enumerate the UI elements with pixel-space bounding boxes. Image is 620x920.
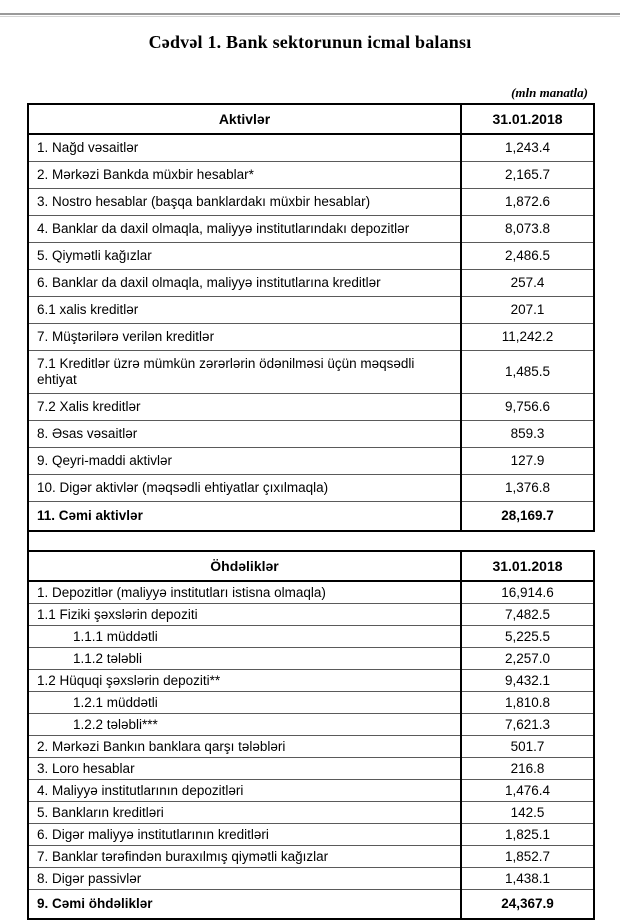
row-label: 7.2 Xalis kreditlər: [28, 394, 461, 421]
liabilities-table-header-row: [28, 551, 594, 581]
row-value: 2,257.0: [461, 648, 594, 670]
table-row: [28, 648, 594, 670]
table-row: [28, 162, 594, 189]
row-value: 28,169.7: [461, 502, 594, 532]
row-label: 6.1 xalis kreditlər: [28, 297, 461, 324]
row-value: 7,621.3: [461, 714, 594, 736]
row-value: 24,367.9: [461, 890, 594, 920]
row-label: 1.1.1 müddətli: [28, 626, 461, 648]
row-value: 1,438.1: [461, 868, 594, 890]
row-value: 7,482.5: [461, 604, 594, 626]
row-label: 8. Əsas vəsaitlər: [28, 421, 461, 448]
row-value: 207.1: [461, 297, 594, 324]
table-row: [28, 890, 594, 920]
table-row: [28, 780, 594, 802]
liabilities-table: [27, 550, 595, 920]
row-label: 5. Bankların kreditləri: [28, 802, 461, 824]
assets-table: [27, 103, 595, 532]
row-label: 2. Mərkəzi Bankda müxbir hesablar*: [28, 162, 461, 189]
row-value: 501.7: [461, 736, 594, 758]
row-value: 2,486.5: [461, 243, 594, 270]
table-row: [28, 297, 594, 324]
table-row: [28, 714, 594, 736]
row-value: 1,825.1: [461, 824, 594, 846]
row-label: 9. Qeyri-maddi aktivlər: [28, 448, 461, 475]
table-row: [28, 868, 594, 890]
row-value: 127.9: [461, 448, 594, 475]
row-label: 7. Müştərilərə verilən kreditlər: [28, 324, 461, 351]
row-value: 1,376.8: [461, 475, 594, 502]
table-row: [28, 324, 594, 351]
top-horizontal-rule: [0, 13, 620, 17]
table-row: [28, 736, 594, 758]
row-label: 1.2 Hüquqi şəxslərin depoziti**: [28, 670, 461, 692]
table-row: [28, 626, 594, 648]
row-label: 4. Banklar da daxil olmaqla, maliyyə institutlarındakı depozitlər: [28, 216, 461, 243]
row-label: 9. Cəmi öhdəliklər: [28, 890, 461, 920]
row-value: 859.3: [461, 421, 594, 448]
liabilities-table-date-header: 31.01.2018: [461, 551, 594, 581]
row-label: 8. Digər passivlər: [28, 868, 461, 890]
table-gap-divider: [27, 532, 29, 550]
row-label: 7.1 Kreditlər üzrə mümkün zərərlərin ödənilməsi üçün məqsədli ehtiyat: [28, 351, 461, 394]
row-value: 257.4: [461, 270, 594, 297]
row-label: 1.2.2 tələbli***: [28, 714, 461, 736]
row-label: 1.1 Fiziki şəxslərin depoziti: [28, 604, 461, 626]
table-row: [28, 394, 594, 421]
row-label: 1. Nağd vəsaitlər: [28, 134, 461, 162]
table-row: [28, 448, 594, 475]
row-label: 2. Mərkəzi Bankın banklara qarşı tələbləri: [28, 736, 461, 758]
table-row: [28, 758, 594, 780]
table-row: [28, 134, 594, 162]
table-row: [28, 802, 594, 824]
row-value: 1,872.6: [461, 189, 594, 216]
row-value: 1,476.4: [461, 780, 594, 802]
table-row: [28, 670, 594, 692]
table-row: [28, 216, 594, 243]
table-row: [28, 270, 594, 297]
row-label: 1. Depozitlər (maliyyə institutları istisna olmaqla): [28, 581, 461, 604]
table-row: [28, 351, 594, 394]
liabilities-table-title: Öhdəliklər: [28, 551, 461, 581]
table-row: [28, 846, 594, 868]
table-row: [28, 421, 594, 448]
row-label: 6. Banklar da daxil olmaqla, maliyyə institutlarına kreditlər: [28, 270, 461, 297]
row-value: 8,073.8: [461, 216, 594, 243]
row-value: 11,242.2: [461, 324, 594, 351]
row-label: 6. Digər maliyyə institutlarının kreditləri: [28, 824, 461, 846]
page-title: Cədvəl 1. Bank sektorunun icmal balansı: [148, 32, 472, 52]
row-value: 1,852.7: [461, 846, 594, 868]
row-value: 2,165.7: [461, 162, 594, 189]
row-label: 7. Banklar tərəfindən buraxılmış qiymətli kağızlar: [28, 846, 461, 868]
row-label: 1.2.1 müddətli: [28, 692, 461, 714]
row-value: 9,756.6: [461, 394, 594, 421]
unit-note: (mln manatla): [511, 85, 588, 100]
row-value: 16,914.6: [461, 581, 594, 604]
row-value: 1,810.8: [461, 692, 594, 714]
table-row: [28, 243, 594, 270]
row-value: 1,485.5: [461, 351, 594, 394]
table-row: [28, 581, 594, 604]
row-label: 4. Maliyyə institutlarının depozitləri: [28, 780, 461, 802]
row-value: 216.8: [461, 758, 594, 780]
assets-table-title: Aktivlər: [28, 104, 461, 134]
table-row: [28, 604, 594, 626]
row-value: 9,432.1: [461, 670, 594, 692]
row-label: 5. Qiymətli kağızlar: [28, 243, 461, 270]
row-label: 1.1.2 tələbli: [28, 648, 461, 670]
row-value: 1,243.4: [461, 134, 594, 162]
row-label: 10. Digər aktivlər (məqsədli ehtiyatlar çıxılmaqla): [28, 475, 461, 502]
table-row: [28, 475, 594, 502]
row-label: 3. Nostro hesablar (başqa banklardakı müxbir hesablar): [28, 189, 461, 216]
assets-table-header-row: [28, 104, 594, 134]
row-label: 3. Loro hesablar: [28, 758, 461, 780]
assets-table-date-header: 31.01.2018: [461, 104, 594, 134]
row-value: 142.5: [461, 802, 594, 824]
table-row: [28, 502, 594, 532]
row-label: 11. Cəmi aktivlər: [28, 502, 461, 532]
table-row: [28, 189, 594, 216]
table-row: [28, 692, 594, 714]
table-row: [28, 824, 594, 846]
row-value: 5,225.5: [461, 626, 594, 648]
